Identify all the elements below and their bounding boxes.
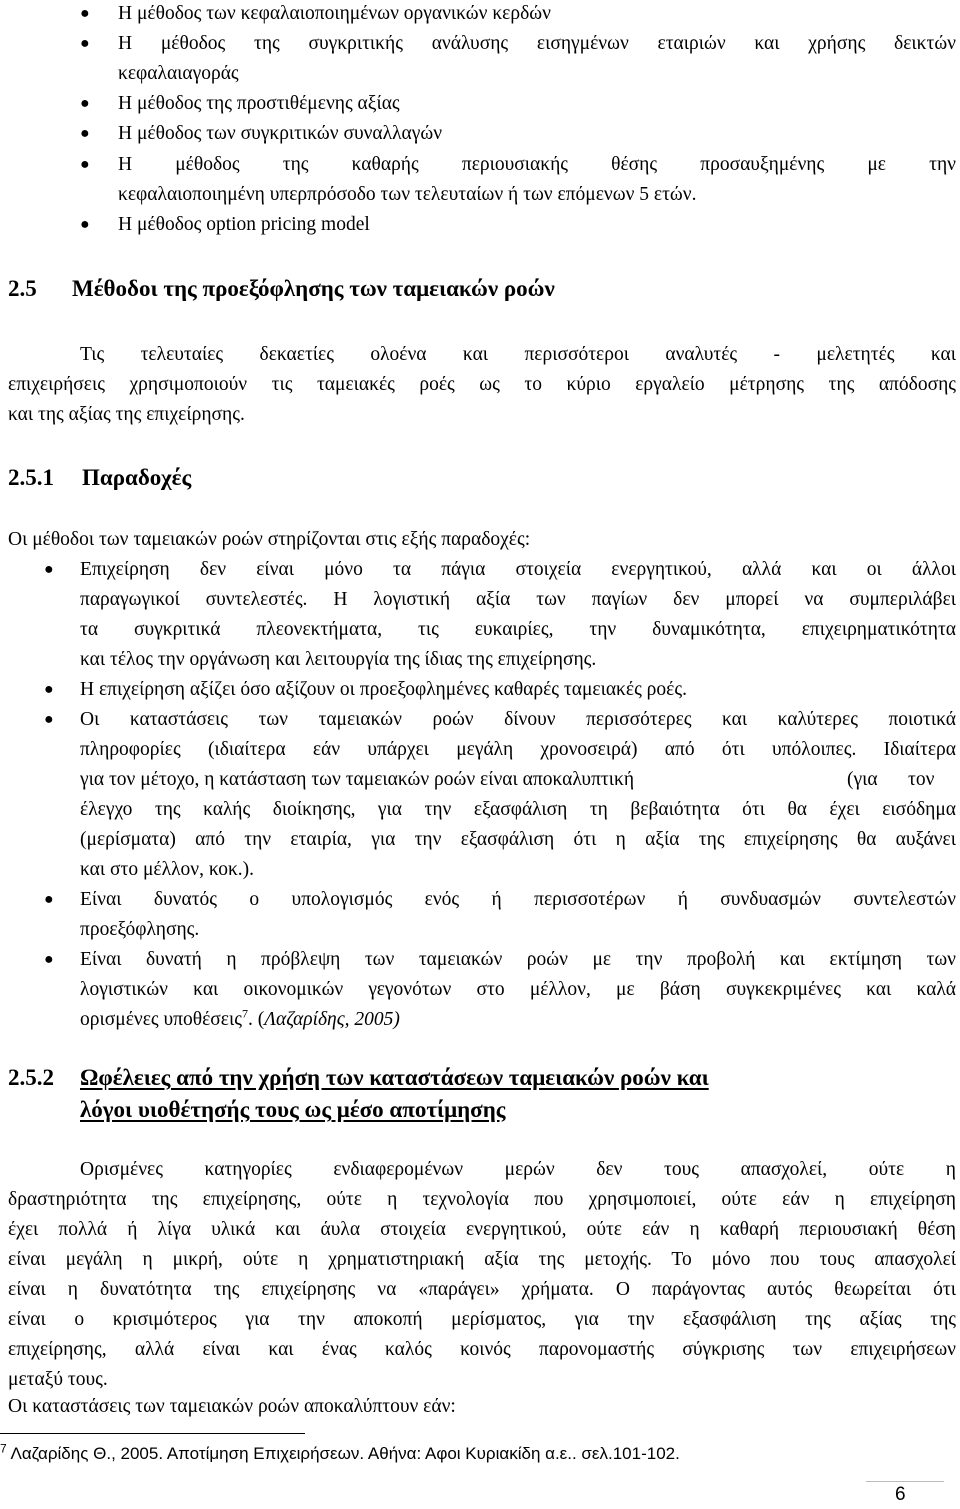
bullet-line-fragment: (για	[847, 769, 878, 790]
section-title-line2: λόγοι υιοθέτησής τους ως μέσο αποτίμησης	[80, 1097, 506, 1122]
bullet-line-fragment: τον	[908, 769, 935, 790]
bullet-line: και τέλος την οργάνωση και λειτουργία της ίδιας της επιχείρησης.	[80, 649, 597, 670]
paragraph-line: είναι η δυνατότητα της επιχείρησης να «παράγει» χρήματα. Ο παράγοντας αυτός θεωρείται ότι	[8, 1279, 956, 1300]
paragraph-line: επιχειρήσεις χρησιμοποιούν τις ταμειακές ροές ως το κύριο εργαλείο μέτρησης της απόδοσης	[8, 374, 956, 395]
bullet-icon: ●	[44, 561, 54, 578]
bullet-icon: ●	[80, 156, 90, 173]
citation-lead: ορισμένες υποθέσεις	[80, 1009, 242, 1030]
bullet-icon: ●	[80, 216, 90, 233]
footnote-separator	[0, 1433, 305, 1434]
page-number: 6	[895, 1484, 906, 1505]
bullet-icon: ●	[44, 681, 54, 698]
footnote-mark: 7	[0, 1441, 7, 1456]
bullet-icon: ●	[80, 95, 90, 112]
list-item-continuation: κεφαλαιαγοράς	[118, 63, 239, 84]
section-heading-2-5-1	[8, 463, 191, 493]
footnote	[0, 1442, 680, 1466]
footnote-reference[interactable]: 7	[241, 1006, 248, 1021]
bullet-line: παραγωγικοί συντελεστές. Η λογιστική αξία των παγίων δεν μπορεί να συμπεριλάβει	[80, 589, 956, 610]
paragraph-line: Τις τελευταίες δεκαετίες ολοένα και περισσότεροι αναλυτές - μελετητές και	[80, 344, 956, 365]
list-item: Η μέθοδος των κεφαλαιοποιημένων οργανικών κερδών	[118, 3, 551, 24]
bullet-line: προεξόφλησης.	[80, 919, 200, 940]
bullet-line: Η επιχείρηση αξίζει όσο αξίζουν οι προεξοφλημένες καθαρές ταμειακές ροές.	[80, 679, 687, 700]
list-item: Η μέθοδος option pricing model	[118, 214, 370, 235]
citation-punct: . (	[247, 1009, 265, 1030]
bullet-line: πληροφορίες (ιδιαίτερα εάν υπάρχει μεγάλη χρονοσειρά) από ότι υπόλοιπες. Ιδιαίτερα	[80, 739, 956, 760]
bullet-line: Είναι δυνατός ο υπολογισμός ενός ή περισσοτέρων ή συνδυασμών συντελεστών	[80, 889, 956, 910]
bullet-icon: ●	[44, 951, 54, 968]
bullet-line: Επιχείρηση δεν είναι μόνο τα πάγια στοιχεία ενεργητικού, αλλά και οι άλλοι	[80, 559, 956, 580]
bullet-line: έλεγχο της καλής διοίκησης, για την εξασφάλιση τη βεβαιότητα ότι θα έχει εισόδημα	[80, 799, 956, 820]
paragraph-intro: Οι μέθοδοι των ταμειακών ροών στηρίζονται στις εξής παραδοχές:	[8, 529, 531, 550]
citation-source: Λαζαρίδης, 2005)	[264, 1009, 400, 1030]
bullet-line: Είναι δυνατή η πρόβλεψη των ταμειακών ροών με την προβολή και εκτίμηση των	[80, 949, 956, 970]
section-number: 2.5.1	[8, 465, 54, 490]
bullet-line: και στο μέλλον, κοκ.).	[80, 859, 255, 880]
paragraph-line: μεταξύ τους.	[8, 1369, 108, 1390]
list-item: Η μέθοδος της προστιθέμενης αξίας	[118, 93, 400, 114]
paragraph-line: επιχείρησης, αλλά είναι και ένας καλός κοινός παρονομαστής σύγκρισης των επιχειρήσεων	[8, 1339, 956, 1360]
list-item-continuation: κεφαλαιοποιημένη υπερπρόσοδο των τελευταίων ή των επόμενων 5 ετών.	[118, 184, 697, 205]
bullet-icon: ●	[44, 711, 54, 728]
section-title: Παραδοχές	[82, 465, 192, 490]
paragraph-line: δραστηριότητα της επιχείρησης, ούτε η τεχνολογία που χρησιμοποιεί, ούτε εάν η επιχείρηση	[8, 1189, 956, 1210]
paragraph-line: και της αξίας της επιχείρησης.	[8, 404, 245, 425]
bullet-line: για τον μέτοχο, η κατάσταση των ταμειακών ροών είναι αποκαλυπτική	[80, 769, 635, 790]
section-heading-2-5	[8, 274, 555, 304]
bullet-icon: ●	[44, 891, 54, 908]
section-heading-2-5-2	[8, 1063, 709, 1093]
paragraph-line: έχει πολλά ή λίγα υλικά και άυλα στοιχεία ενεργητικού, ούτε εάν η καθαρή περιουσιακή θέση	[8, 1219, 956, 1240]
bullet-line: λογιστικών και οικονομικών γεγονότων στο μέλλον, με βάση συγκεκριμένες και καλά	[80, 979, 956, 1000]
section-heading-2-5-2-line2	[80, 1095, 505, 1125]
bullet-line: (μερίσματα) από την εταιρία, για την εξασφάλιση ότι η αξία της επιχείρησης θα αυξάνει	[80, 829, 956, 850]
list-item: Η μέθοδος των συγκριτικών συναλλαγών	[118, 123, 443, 144]
footnote-text: Λαζαρίδης Θ., 2005. Αποτίμηση Επιχειρήσεων. Αθήνα: Αφοι Κυριακίδη α.ε.. σελ.101-102.	[6, 1444, 680, 1463]
paragraph-line: είναι μεγάλη η μικρή, ούτε η χρηματιστηριακή αξία της μετοχής. Το μόνο που τους απασχολεί	[8, 1249, 956, 1270]
bullet-line: τα συγκριτικά πλεονεκτήματα, τις ευκαιρίες, την δυναμικότητα, επιχειρηματικότητα	[80, 619, 956, 640]
section-title: Μέθοδοι της προεξόφλησης των ταμειακών ροών	[72, 276, 555, 301]
bullet-icon: ●	[80, 35, 90, 52]
section-number: 2.5	[8, 276, 37, 301]
bullet-icon: ●	[80, 5, 90, 22]
paragraph-line: Ορισμένες κατηγορίες ενδιαφερομένων μερών δεν τους απασχολεί, ούτε η	[80, 1159, 956, 1180]
list-item: Η μέθοδος της συγκριτικής ανάλυσης εισηγμένων εταιριών και χρήσης δεικτών	[118, 33, 956, 54]
section-title-line1: Ωφέλειες από την χρήση των καταστάσεων ταμειακών ροών και	[80, 1065, 709, 1090]
paragraph-line: είναι ο κρισιμότερος για την αποκοπή μερίσματος, για την εξασφάλιση της αξίας της	[8, 1309, 956, 1330]
bullet-line-with-citation	[80, 1005, 400, 1035]
bullet-line: Οι καταστάσεις των ταμειακών ροών δίνουν περισσότερες και καλύτερες ποιοτικά	[80, 709, 956, 730]
page-number-rule	[866, 1481, 944, 1482]
paragraph-line: Οι καταστάσεις των ταμειακών ροών αποκαλύπτουν εάν:	[8, 1396, 456, 1417]
section-number: 2.5.2	[8, 1065, 54, 1090]
bullet-icon: ●	[80, 125, 90, 142]
list-item: Η μέθοδος της καθαρής περιουσιακής θέσης προσαυξημένης με την	[118, 154, 956, 175]
